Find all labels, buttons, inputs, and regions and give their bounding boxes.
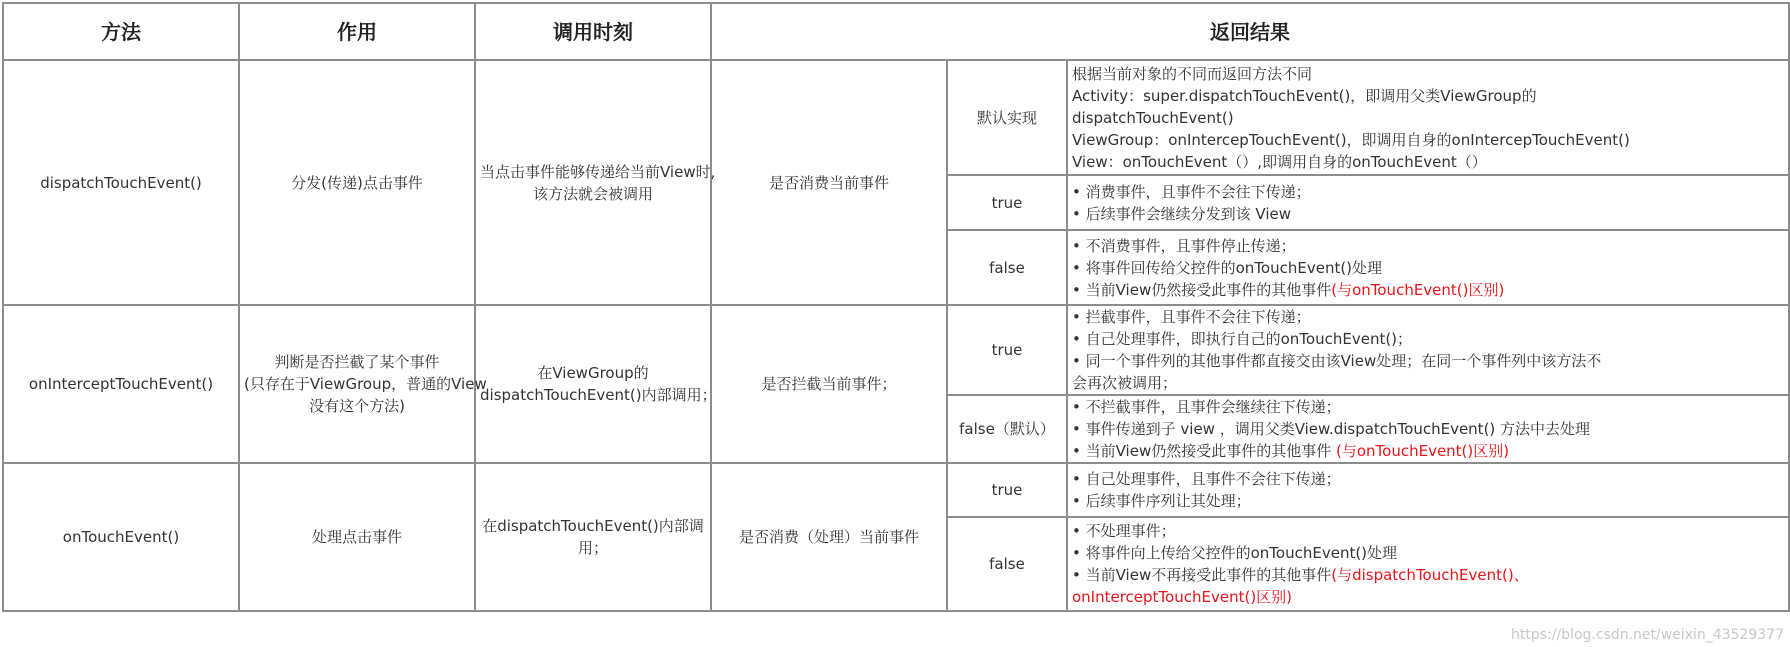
highlight-note: (与onTouchEvent()区别) [1331, 280, 1505, 299]
detail-line: ViewGroup：onIntercepTouchEvent()，即调用自身的onIntercepTouchEvent() [1072, 130, 1630, 149]
detail-line: View：onTouchEvent（）,即调用自身的onTouchEvent（） [1072, 152, 1487, 171]
bullet-text: 当前View仍然接受此事件的其他事件 [1085, 280, 1332, 299]
method-name-intercept: onInterceptTouchEvent() [3, 305, 239, 463]
header-timing: 调用时刻 [475, 3, 711, 60]
case-label: false [947, 517, 1067, 611]
bullet-item: • 同一个事件列的其他事件都直接交由该View处理；在同一个事件列中该方法不 [1072, 350, 1786, 372]
case-detail [1067, 305, 1789, 395]
case-label: 默认实现 [947, 60, 1067, 175]
method-purpose-dispatch: 分发(传递)点击事件 [239, 60, 475, 305]
bullet-item: • 消费事件，且事件不会往下传递； [1072, 181, 1786, 203]
detail-line: 根据当前对象的不同而返回方法不同 [1072, 64, 1313, 83]
bullet-item: • 拦截事件，且事件不会往下传递； [1072, 306, 1786, 328]
case-detail [1067, 463, 1789, 517]
bullet-item: • 将事件向上传给父控件的onTouchEvent()处理 [1072, 542, 1786, 564]
watermark: https://blog.csdn.net/weixin_43529377 [1510, 627, 1784, 643]
case-detail [1067, 517, 1789, 611]
case-label: true [947, 175, 1067, 230]
bullet-item: • 事件传递到子 view ，调用父类View.dispatchTouchEvent() 方法中去处理 [1072, 418, 1786, 440]
case-detail [1067, 175, 1789, 230]
purpose-line: 没有这个方法) [309, 397, 405, 415]
case-label: true [947, 463, 1067, 517]
bullet-item: • 自己处理事件，且事件不会往下传递； [1072, 468, 1786, 490]
highlight-note: (与onTouchEvent()区别) [1336, 442, 1510, 460]
method-timing-dispatch [475, 60, 716, 305]
bullet-item: • 后续事件会继续分发到该 View [1072, 203, 1786, 225]
bullet-text: 当前View仍然接受此事件的其他事件 [1085, 442, 1336, 460]
case-label: false（默认） [947, 395, 1067, 463]
bullet-item: • 不消费事件，且事件停止传递； [1072, 235, 1786, 257]
highlight-note-continuation: onInterceptTouchEvent()区别) [1072, 588, 1293, 606]
header-row [3, 3, 1789, 60]
table-row [3, 305, 1789, 395]
method-purpose-intercept [239, 305, 487, 463]
bullet-item: • 自己处理事件，即执行自己的onTouchEvent()； [1072, 328, 1786, 350]
bullet-item: • 不处理事件； [1072, 520, 1786, 542]
case-detail [1067, 395, 1789, 463]
detail-line: Activity：super.dispatchTouchEvent()，即调用父类ViewGroup的 [1072, 86, 1537, 105]
case-detail [1067, 230, 1789, 305]
timing-line: 在ViewGroup的 [537, 364, 649, 382]
method-timing-touch: 在dispatchTouchEvent()内部调用； [475, 463, 711, 611]
method-name-touch: onTouchEvent() [3, 463, 239, 611]
touch-event-methods-table [2, 2, 1790, 612]
header-method: 方法 [3, 3, 239, 60]
timing-line: 该方法就会被调用 [532, 184, 653, 203]
bullet-continuation: 会再次被调用； [1072, 374, 1178, 392]
case-label: true [947, 305, 1067, 395]
method-name-dispatch: dispatchTouchEvent() [3, 60, 239, 305]
method-result-touch: 是否消费（处理）当前事件 [711, 463, 947, 611]
method-result-dispatch: 是否消费当前事件 [711, 60, 947, 305]
bullet-text: 当前View不再接受此事件的其他事件 [1085, 566, 1332, 584]
detail-line: dispatchTouchEvent() [1072, 108, 1234, 127]
header-purpose: 作用 [239, 3, 475, 60]
method-purpose-touch: 处理点击事件 [239, 463, 475, 611]
case-detail [1067, 60, 1789, 175]
table-row [3, 463, 1789, 517]
method-result-intercept: 是否拦截当前事件； [711, 305, 947, 463]
timing-line: dispatchTouchEvent()内部调用； [480, 386, 717, 404]
case-label: false [947, 230, 1067, 305]
purpose-line: (只存在于ViewGroup，普通的View [244, 375, 487, 393]
bullet-item [1072, 279, 1786, 301]
method-timing-intercept [475, 305, 717, 463]
bullet-item: • 不拦截事件，且事件会继续往下传递； [1072, 396, 1786, 418]
table-row [3, 60, 1789, 175]
bullet-item [1072, 564, 1786, 586]
bullet-item: • 将事件回传给父控件的onTouchEvent()处理 [1072, 257, 1786, 279]
purpose-line: 判断是否拦截了某个事件 [274, 353, 440, 371]
bullet-item [1072, 440, 1786, 462]
timing-line: 当点击事件能够传递给当前View时, [480, 162, 716, 181]
bullet-item: • 后续事件序列让其处理； [1072, 490, 1786, 512]
highlight-note: (与dispatchTouchEvent()、 [1331, 566, 1529, 584]
header-result: 返回结果 [711, 3, 1789, 60]
